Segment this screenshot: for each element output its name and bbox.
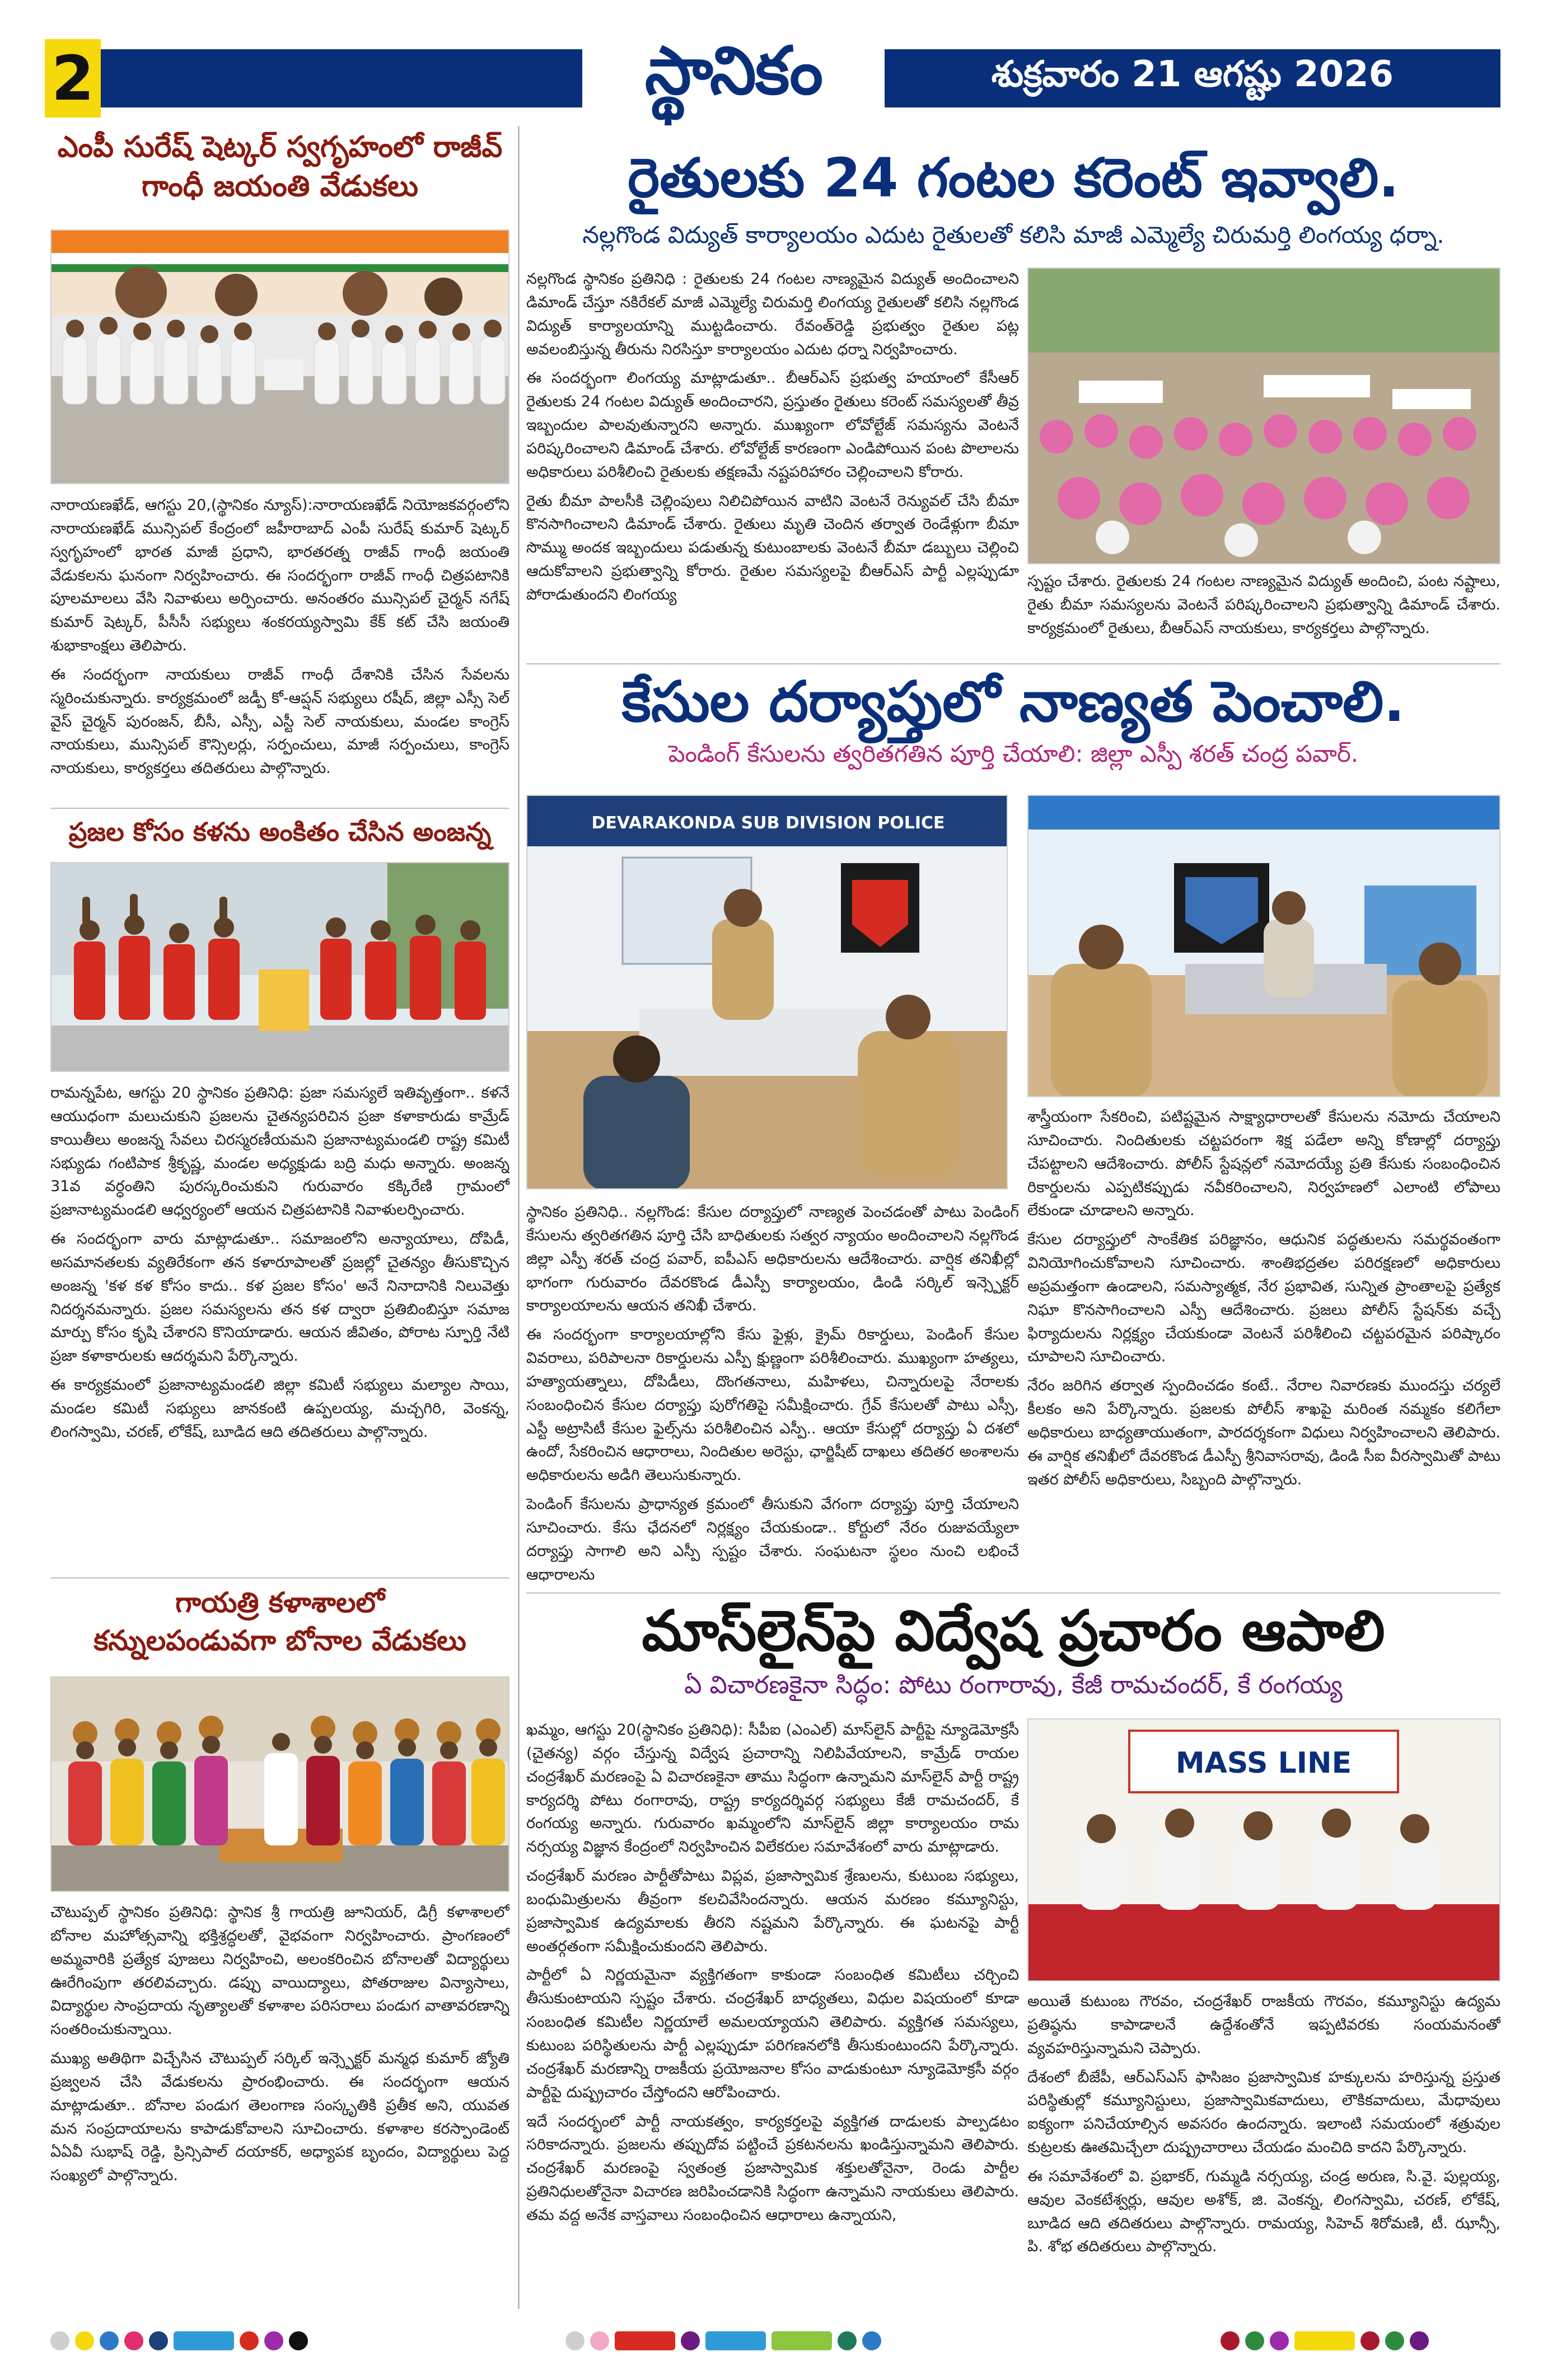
story-3-subheadline: ఏ విచారణకైనా సిద్ధం: పోటు రంగారావు, కేజీ రామచందర్, కే రంగయ్య	[684, 1671, 1343, 1699]
column-separator	[518, 126, 520, 2309]
sp-inspection-photo-2	[1027, 795, 1500, 1097]
left-story-1-body: నారాయణఖేడ్, ఆగస్టు 20,(స్థానికం న్యూస్):నారాయణఖేడ్ నియోజకవర్గంలోని నారాయణఖేడ్ మున్సిపల్ కేంద్రంలో జహీరాబాద్ ఎంపీ సురేష్ కుమార్ షెట్కర్ స్వగృహంలో భారత మాజీ ప్రధాని, భారతరత్న రాజీవ్ గాంధీ జయంతి వేడుకలను ఘనంగా నిర్వహించారు. ఈ సందర్భంగా రాజీవ్ గాంధీ చిత్రపటానికి పూలమాలలు వేసి నివాళులు అర్పించారు. అనంతరం మున్సిపల్ చైర్మన్ నగేష్ కుమార్ షెట్కర్, పీసీసీ సభ్యులు శంకరయ్యస్వామి కేక్ కట్ చేసి జయంతి శుభాకాంక్షలు తెలిపారు. ఈ సందర్భంగా నాయకులు రాజీవ్ గాంధీ దేశానికి చేసిన సేవలను స్మరించుకున్నారు. కార్యక్రమంలో జడ్పీ కో-ఆప్షన్ సభ్యులు రషీద్, జిల్లా ఎస్సీ సెల్ వైస్ చైర్మన్ పురంజన్, బీసీ, ఎస్సీ, ఎస్టీ సెల్ నాయకులు, మండల కాంగ్రెస్ నాయకులు, మున్సిపల్ కౌన్సిలర్లు, సర్పంచులు, మాజీ సర్పంచులు, కాంగ్రెస్ నాయకులు, కార్యకర్తలు తదితరులు పాల్గొన్నారు.	[50, 496, 509, 777]
page-number: 2	[45, 39, 101, 118]
story-2-body: స్థానికం ప్రతినిధి.. నల్లగొండ: కేసుల దర్యాప్తులో నాణ్యత పెంచడంతో పాటు పెండింగ్ కేసులను త్వరితగతిన పూర్తి చేసి బాధితులకు సత్వర న్యాయం అందించాలని నల్లగొండ జిల్లా ఎస్పీ శరత్ చంద్ర పవార్, ఐపీఎస్ అధికారులను ఆదేశించారు. వార్షిక తనిఖీల్లో భాగంగా గురువారం దేవరకొండ డీఎస్పీ కార్యాలయం, డిండి సర్కిల్ ఇన్స్పెక్టర్ కార్యాలయాలను ఆయన తనిఖీ చేశారు. ఈ సందర్భంగా కార్యాలయాల్లోని కేసు ఫైళ్లు, క్రైమ్ రికార్డులు, పెండింగ్ కేసుల వివరాలు, పరిపాలనా రికార్డులను ఎస్పీ క్షుణ్ణంగా పరిశీలించారు. ముఖ్యంగా హత్యలు, హత్యాయత్నాలు, దోపిడీలు, దొంగతనాలు, మహిళలు, చిన్నారులపై నేరాలకు సంబంధించిన కేసుల దర్యాప్తు పురోగతిపై సమీక్షించారు. గ్రేవ్ కేసులతో పాటు ఎస్సీ, ఎస్టీ అట్రాసిటీ కేసుల ఫైల్స్‌ను పరిశీలించిన ఎస్పీ.. ఆయా కేసుల్లో దర్యాప్తు ఏ దశలో ఉందో, సేకరించిన ఆధారాలు, నిందితుల అరెస్టు, ఛార్జిషీట్ దాఖలు తదితర అంశాలను అధికారులను అడిగి తెలుసుకున్నారు. పెండింగ్ కేసులను ప్రాధాన్యత క్రమంలో తీసుకుని వేగంగా దర్యాప్తు పూర్తి చేయాలని సూచించారు. కేసు ఛేదనలో నిర్లక్ష్యం చేయకుండా.. కోర్టులో నేరం రుజువయ్యేలా దర్యాప్తు సాగాలి అని ఎస్పీ స్పష్టం చేశారు. సంఘటనా స్థలం నుంచి లభించే ఆధారాలను	[526, 1203, 1019, 1583]
story-1-headline: రైతులకు 24 గంటల కరెంట్ ఇవ్వాలి.	[628, 147, 1399, 209]
kalamandali-photo	[50, 862, 509, 1072]
issue-date: శుక్రవారం 21 ఆగష్టు 2026	[885, 49, 1500, 107]
color-registration-marks-center	[565, 2331, 881, 2350]
story-1-subheadline: నల్లగొండ విద్యుత్ కార్యాలయం ఎదుట రైతులతో కలిసి మాజీ ఎమ్మెల్యే చిరుమర్తి లింగయ్య ధర్నా.	[582, 221, 1444, 249]
congress-meeting-photo	[50, 229, 509, 484]
story-3-body: ఖమ్మం, ఆగస్టు 20(స్థానికం ప్రతినిధి): సీపీఐ (ఎంఎల్) మాస్‌లైన్ పార్టీపై న్యూడెమోక్రసీ (చైతన్య) వర్గం చేస్తున్న విద్వేష ప్రచారాన్ని నిలిపివేయాలని, కామ్రేడ్ రాయల చంద్రశేఖర్ మరణంపై ఏ విచారణకైనా తాము సిద్ధంగా ఉన్నామని మాస్‌లైన్ పార్టీ రాష్ట్ర కార్యదర్శి పోటు రంగారావు, రాష్ట్ర కార్యదర్శివర్గ సభ్యులు కేజీ రామచందర్, కే రంగయ్య అన్నారు. గురువారం ఖమ్మంలోని మాస్‌లైన్ జిల్లా కార్యాలయం రామ నర్సయ్య విజ్ఞాన కేంద్రంలో నిర్వహించిన విలేకరుల సమావేశంలో వారు మాట్లాడారు. చంద్రశేఖర్ మరణం పార్టీతోపాటు విప్లవ, ప్రజాస్వామిక శ్రేణులను, కుటుంబ సభ్యులు, బంధుమిత్రులను తీవ్రంగా కలచివేసిందన్నారు. ఆయన మరణం కమ్యూనిస్టు, ప్రజాస్వామిక ఉద్యమాలకు తీరని నష్టమని పేర్కొన్నారు. ఈ ఘటనపై పార్టీ అంతర్గతంగా సమీక్షించుకుందని తెలిపారు. పార్టీలో ఏ నిర్ణయమైనా వ్యక్తిగతంగా కాకుండా సంబంధిత కమిటీలు చర్చించి తీసుకుంటాయని స్పష్టం చేశారు. చంద్రశేఖర్ బాధ్యతలు, విధుల విషయంలో కూడా సంబంధిత కమిటీల నిర్ణయాలే అమలయ్యాయని తెలిపారు. వ్యక్తిగత సమస్యలు, కుటుంబ పరిస్థితులను పార్టీ ఎల్లప్పుడూ పరిగణనలోకి తీసుకుంటుందని పేర్కొన్నారు. చంద్రశేఖర్ మరణాన్ని రాజకీయ ప్రయోజనాల కోసం వాడుకుంటూ న్యూడెమోక్రసీ వర్గం పార్టీపై దుష్ప్రచారం చేస్తోందని ఆరోపించారు. ఇదే సందర్భంలో పార్టీ నాయకత్వం, కార్యకర్తలపై వ్యక్తిగత దాడులకు పాల్పడటం సరికాదన్నారు. ప్రజలను తప్పుదోవ పట్టించే ప్రకటనలను ఖండిస్తున్నామని తెలిపారు. చంద్రశేఖర్ మరణంపై స్వతంత్ర ప్రజాస్వామిక శక్తులతోనైనా, రెండు పార్టీల ప్రతినిధులతోనైనా విచారణ జరిపించడానికి సిద్ధంగా ఉన్నామని నాయకులు తెలిపారు. తమ వద్ద అనేక వాస్తవాలు సంబంధించిన ఆధారాలు ఉన్నాయని,	[526, 1721, 1019, 2224]
left-story-3-headline: గాయత్రి కళాశాలలో కన్నులపండువగా బోనాల వేడుకలు	[93, 1586, 466, 1657]
story-3-body-continued: అయితే కుటుంబ గౌరవం, చంద్రశేఖర్ రాజకీయ గౌరవం, కమ్యూనిస్టు ఉద్యమ ప్రతిష్ఠను కాపాడాలనే ఉద్దేశంతోనే ఇప్పటివరకు సంయమనంతో వ్యవహరిస్తున్నామని చెప్పారు. దేశంలో బీజేపీ, ఆర్ఎస్ఎస్ ఫాసిజం ప్రజాస్వామిక హక్కులను హరిస్తున్న ప్రస్తుత పరిస్థితుల్లో కమ్యూనిస్టులు, ప్రజాస్వామికవాదులు, లౌకికవాదులు, మేధావులు ఐక్యంగా పనిచేయాల్సిన అవసరం ఉందన్నారు. ఇలాంటి సమయంలో శత్రువుల కుట్రలకు ఊతమిచ్చేలా దుష్ప్రచారాలు చేయడం మంచిది కాదని పేర్కొన్నారు. ఈ సమావేశంలో వి. ప్రభాకర్, గుమ్మడి నర్సయ్య, చండ్ర అరుణ, సి.వై. పుల్లయ్య, ఆవుల వెంకటేశ్వర్లు, ఆవుల అశోక్, జి. వెంకన్న, లింగస్వామి, చరణ్, లోకేష్, బూడిద ఆది తదితరులు పాల్గొన్నారు. రామయ్య, సిహెచ్ శిరోమణి, టీ. ఝాన్సీ, పి. శోభ తదితరులు పాల్గొన్నారు.	[1027, 1993, 1500, 2256]
bonalu-festival-photo	[50, 1676, 509, 1892]
color-registration-marks-left	[50, 2331, 308, 2350]
color-registration-marks-right	[1221, 2331, 1429, 2350]
newspaper-logo: స్థానికం	[644, 31, 822, 109]
divider	[526, 1592, 1500, 1594]
station-sign-text: DEVARAKONDA SUB DIVISION POLICE	[591, 813, 945, 833]
divider	[526, 663, 1500, 664]
story-1-body: నల్లగొండ స్థానికం ప్రతినిధి : రైతులకు 24 గంటల నాణ్యమైన విద్యుత్ అందించాలని డిమాండ్ చేస్తూ నకిరేకల్ మాజీ ఎమ్మెల్యే చిరుమర్తి లింగయ్య రైతులతో కలిసి నల్లగొండ విద్యుత్ కార్యాలయాన్ని ముట్టడించారు. రేవంత్‌రెడ్డి ప్రభుత్వం రైతుల పట్ల అవలంబిస్తున్న తీరును నిరసిస్తూ కార్యాలయం ఎదుట ధర్నా నిర్వహించారు. ఈ సందర్భంగా లింగయ్య మాట్లాడుతూ.. బీఆర్ఎస్ ప్రభుత్వ హయాంలో కేసీఆర్ రైతులకు 24 గంటల విద్యుత్ అందించారని, ప్రస్తుతం రైతులు కరెంట్ సమస్యలతో తీవ్ర ఇబ్బందుల పాలవుతున్నారని అన్నారు. ముఖ్యంగా లోవోల్టేజ్ సమస్యను వెంటనే పరిష్కరించాలని డిమాండ్ చేశారు. లోవోల్టేజ్ కారణంగా ఎండిపోయిన పంట పొలాలను అధికారులు పరిశీలించి రైతులకు తక్షణమే నష్టపరిహారం చెల్లించాలని కోరారు. రైతు బీమా పాలసీకి చెల్లింపులు నిలిచిపోయిన వాటిని వెంటనే రెన్యువల్ చేసి బీమా కొనసాగించాలని డిమాండ్ చేశారు. రైతులు మృతి చెందిన తర్వాత రెండేళ్లుగా బీమా సొమ్ము అందక ఇబ్బందులు పడుతున్న కుటుంబాలకు వెంటనే బీమా డబ్బులు చెల్లించి ఆదుకోవాలని ప్రభుత్వాన్ని కోరారు. రైతుల సమస్యలపై బీఆర్ఎస్ పార్టీ ఎల్లప్పుడూ పోరాడుతుందని లింగయ్య	[526, 270, 1019, 603]
story-3-headline: మాస్‌లైన్‌పై విద్వేష ప్రచారం ఆపాలి	[642, 1598, 1385, 1664]
massline-banner-text: MASS LINE	[1175, 1746, 1352, 1780]
masthead	[45, 31, 1500, 118]
left-story-3-body: చౌటుప్పల్ స్థానికం ప్రతినిధి: స్థానిక శ్రీ గాయత్రి జూనియర్, డిగ్రీ కళాశాలలో బోనాల మహోత్సవాన్ని భక్తిశ్రద్ధలతో, వైభవంగా నిర్వహించారు. ప్రాంగణంలో అమ్మవారికి ప్రత్యేక పూజలు నిర్వహించి, అలంకరించిన బోనాలతో విద్యార్థులు ఊరేగింపుగా తరలివచ్చారు. డప్పు వాయిద్యాలు, పోతరాజుల విన్యాసాలు, విద్యార్థుల సాంప్రదాయ నృత్యాలతో కళాశాల పరిసరాలు పండుగ వాతావరణాన్ని సంతరించుకున్నాయి. ముఖ్య అతిథిగా విచ్చేసిన చౌటుప్పల్ సర్కిల్ ఇన్స్పెక్టర్ మన్మధ కుమార్ జ్యోతి ప్రజ్వలన చేసి వేడుకలను ప్రారంభించారు. ఈ సందర్భంగా ఆయన మాట్లాడుతూ.. బోనాల పండుగ తెలంగాణ సంస్కృతికి ప్రతీక అని, యువత మన సంప్రదాయాలను కాపాడుకోవాలని సూచించారు. కళాశాల కరస్పాండెంట్ ఏఏవీ సుభాష్ రెడ్డి, ప్రిన్సిపాల్ దయాకర్, అధ్యాపక బృందం, విద్యార్థులు పెద్ద సంఖ్యలో పాల్గొన్నారు.	[50, 1904, 509, 2185]
sp-inspection-photo-1	[526, 795, 1008, 1189]
divider	[50, 1577, 509, 1578]
left-story-2-headline: ప్రజల కోసం కళను అంకితం చేసిన అంజన్న	[68, 817, 492, 847]
divider	[50, 808, 509, 809]
story-2-body-continued: శాస్త్రీయంగా సేకరించి, పటిష్టమైన సాక్ష్యాధారాలతో కేసులను నమోదు చేయాలని సూచించారు. నిందితులకు చట్టపరంగా శిక్ష పడేలా అన్ని కోణాల్లో దర్యాప్తు చేపట్టాలని ఆదేశించారు. పోలీస్ స్టేషన్లలో నమోదయ్యే ప్రతి కేసుకు సంబంధించిన రికార్డులను ఎప్పటికప్పుడు నవీకరించాలని, నిర్వహణలో ఎలాంటి లోపాలు లేకుండా చూడాలని అన్నారు. కేసుల దర్యాప్తులో సాంకేతిక పరిజ్ఞానం, ఆధునిక పద్ధతులను సమర్థవంతంగా వినియోగించుకోవాలని సూచించారు. శాంతిభద్రతల పరిరక్షణలో అధికారులు అప్రమత్తంగా ఉండాలని, సమస్యాత్మక, నేర ప్రభావిత, సున్నిత ప్రాంతాలపై ప్రత్యేక నిఘా కొనసాగించాలని ఎస్పీ ఆదేశించారు. ప్రజలు పోలీస్ స్టేషన్‌కు వచ్చే ఫిర్యాదులను నిర్లక్ష్యం చేయకుండా వెంటనే పరిశీలించి చట్టపరమైన పరిష్కారం చూపాలని సూచించారు. నేరం జరిగిన తర్వాత స్పందించడం కంటే.. నేరాల నివారణకు ముందస్తు చర్యలే కీలకం అని పేర్కొన్నారు. ప్రజలకు పోలీస్ శాఖపై మరింత నమ్మకం కలిగేలా అధికారులు బాధ్యతాయుతంగా, పారదర్శకంగా విధులు నిర్వహించాలని తెలిపారు. ఈ వార్షిక తనిఖీలో దేవరకొండ డీఎస్పీ శ్రీనివాసరావు, డిండి సీఐ వీరస్వామితో పాటు ఇతర పోలీస్ అధికారులు, సిబ్బంది పాల్గొన్నారు.	[1027, 1108, 1500, 1488]
massline-press-meet-photo	[1027, 1718, 1500, 1981]
story-2-headline: కేసుల దర్యాప్తులో నాణ్యత పెంచాలి.	[621, 669, 1405, 734]
story-1-body-continued: స్పష్టం చేశారు. రైతులకు 24 గంటల నాణ్యమైన విద్యుత్ అందించి, పంట నష్టాలు, రైతు బీమా సమస్యలను వెంటనే పరిష్కరించాలని ప్రభుత్వాన్ని డిమాండ్ చేశారు. కార్యక్రమంలో రైతులు, బీఆర్ఎస్ నాయకులు, కార్యకర్తలు పాల్గొన్నారు.	[1027, 573, 1500, 637]
left-story-2-body: రామన్నపేట, ఆగస్టు 20 స్థానికం ప్రతినిధి: ప్రజా సమస్యలే ఇతివృత్తంగా.. కళనే ఆయుధంగా మలుచుకుని ప్రజలను చైతన్యపరిచిన ప్రజా కళాకారుడు కామ్రేడ్ కాయితీలు అంజన్న సేవలు చిరస్మరణీయమని ప్రజానాట్యమండలి రాష్ట్ర కమిటీ సభ్యుడు గంటిపాక శ్రీకృష్ణ, మండల అధ్యక్షుడు బద్రి మధు అన్నారు. అంజన్న 31వ వర్ధంతిని పురస్కరించుకుని గురువారం కక్కిరేణి గ్రామంలో ప్రజానాట్యమండలి ఆధ్వర్యంలో ఆయన చిత్రపటానికి నివాళులర్పించారు. ఈ సందర్భంగా వారు మాట్లాడుతూ.. సమాజంలోని అన్యాయాలు, దోపిడీ, అసమానతలకు వ్యతిరేకంగా తన కళారూపాలతో ప్రజల్లో చైతన్యం తీసుకొచ్చిన అంజన్న 'కళ కళ కోసం కాదు.. కళ ప్రజల కోసం' అనే నినాదానికి నిలువెత్తు నిదర్శనమన్నారు. ప్రజల సమస్యలను తన కళ ద్వారా ప్రతిబింబిస్తూ సమాజ మార్పు కోసం కృషి చేశారని కొనియాడారు. ఆయన జీవితం, పోరాట స్ఫూర్తి నేటి ప్రజా కళాకారులకు ఆదర్శమని పేర్కొన్నారు. ఈ కార్యక్రమంలో ప్రజానాట్యమండలి జిల్లా కమిటీ సభ్యులు మల్యాల సాయి, మండల కమిటీ సభ్యులు జానకంటి ఉప్పలయ్య, మచ్చగిరి, వెంకన్న, లింగస్వామి, చరణ్, లోకేష్, బూడిద ఆది తదితరులు పాల్గొన్నారు.	[50, 1084, 509, 1441]
left-story-1-headline: ఎంపీ సురేష్ షెట్కర్ స్వగృహంలో రాజీవ్ గాంధీ జయంతి వేడుకలు	[57, 130, 503, 204]
masthead-band-left	[101, 49, 582, 107]
story-2-subheadline: పెండింగ్ కేసులను త్వరితగతిన పూర్తి చేయాలి: జిల్లా ఎస్పీ శరత్ చంద్ర పవార్.	[668, 740, 1359, 767]
brs-farmers-protest-photo	[1027, 268, 1500, 564]
